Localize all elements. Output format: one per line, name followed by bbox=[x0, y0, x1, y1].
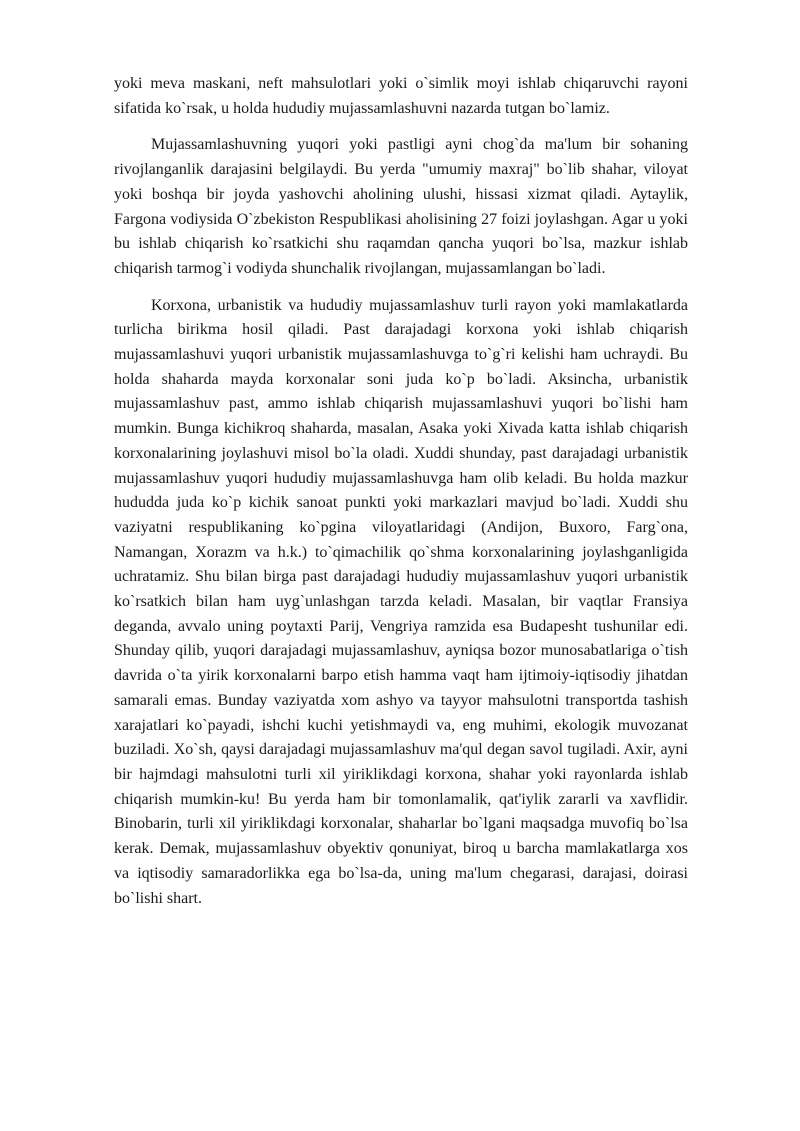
paragraph-continuation: yoki meva maskani, neft mahsulotlari yoki o`simlik moyi ishlab chiqaruvchi rayoni sifatida ko`rsak, u holda hududiy mujassamlashuvni nazarda tutgan bo`lamiz. bbox=[114, 75, 688, 117]
paragraph-concentration-level: Mujassamlashuvning yuqori yoki pastligi ayni chog`da ma'lum bir sohaning rivojlanganlik darajasini belgilaydi. Bu yerda "umumiy maxraj" bo`lib shahar, viloyat yoki boshqa bir joyda yashovchi aholining ulushi, hissasi xizmat qiladi. Aytaylik, Fargona vodiysida O`zbekiston Respublikasi aholisining 27 foizi joylashgan. Agar u yoki bu ishlab chiqarish ko`rsatkichi shu raqamdan qancha yuqori bo`lsa, mazkur ishlab chiqarish tarmog`i vodiyda shunchalik rivojlangan, mujassamlangan bo`ladi. bbox=[114, 136, 688, 277]
document-page bbox=[114, 72, 688, 923]
paragraph-concentration-types: Korxona, urbanistik va hududiy mujassamlashuv turli rayon yoki mamlakatlarda turlicha birikma hosil qiladi. Past darajadagi korxona yoki ishlab chiqarish mujassamlashuvi yuqori urbanistik mujassamlashuvga to`g`ri kelishi ham uchraydi. Bu holda shaharda mayda korxonalar soni juda ko`p bo`ladi. Aksincha, urbanistik mujassamlashuv past, ammo ishlab chiqarish mujassamlashuvi yuqori bo`lishi ham mumkin. Bunga kichikroq shaharda, masalan, Asaka yoki Xivada katta ishlab chiqarish korxonalarining joylashuvi misol bo`la oladi. Xuddi shunday, past darajadagi urbanistik mujassamlashuv yuqori hududiy mujassamlashuvga ham olib keladi. Bu holda mazkur hududda juda ko`p kichik sanoat punkti yoki markazlari mavjud bo`ladi. Xuddi shu vaziyatni respublikaning ko`pgina viloyatlaridagi (Andijon, Buxoro, Farg`ona, Namangan, Xorazm va h.k.) to`qimachilik qo`shma korxonalarining joylashganligida uchratamiz. Shu bilan birga past darajadagi hududiy mujassamlashuv yuqori urbanistik ko`rsatkich bilan ham uyg`unlashgan tarzda keladi. Masalan, bir vaqtlar Fransiya deganda, avvalo uning poytaxti Parij, Vengriya ramzida esa Budapesht tushunilar edi. Shunday qilib, yuqori darajadagi mujassamlashuv, ayniqsa bozor munosabatlariga o`tish davrida o`ta yirik korxonalarni barpo etish hamma vaqt ham ijtimoiy-iqtisodiy jihatdan samarali emas. Bunday vaziyatda xom ashyo va tayyor mahsulotni transportda tashish xarajatlari ko`payadi, ishchi kuchi yetishmaydi va, eng muhimi, ekologik muvozanat buziladi. Xo`sh, qaysi darajadagi mujassamlashuv ma'qul degan savol tugiladi. Axir, ayni bir hajmdagi mahsulotni turli xil yiriklikdagi korxona, shahar yoki rayonlarda ishlab chiqarish mumkin-ku! Bu yerda ham bir tomonlamalik, qat'iylik zararli va xavflidir. Binobarin, turli xil yiriklikdagi korxonalar, shaharlar bo`lgani maqsadga muvofiq bo`lsa kerak. Demak, mujassamlashuv obyektiv qonuniyat, biroq u barcha mamlakatlarga xos va iqtisodiy samaradorlikka ega bo`lsa-da, uning ma'lum chegarasi, darajasi, doirasi bo`lishi shart. bbox=[114, 296, 688, 907]
